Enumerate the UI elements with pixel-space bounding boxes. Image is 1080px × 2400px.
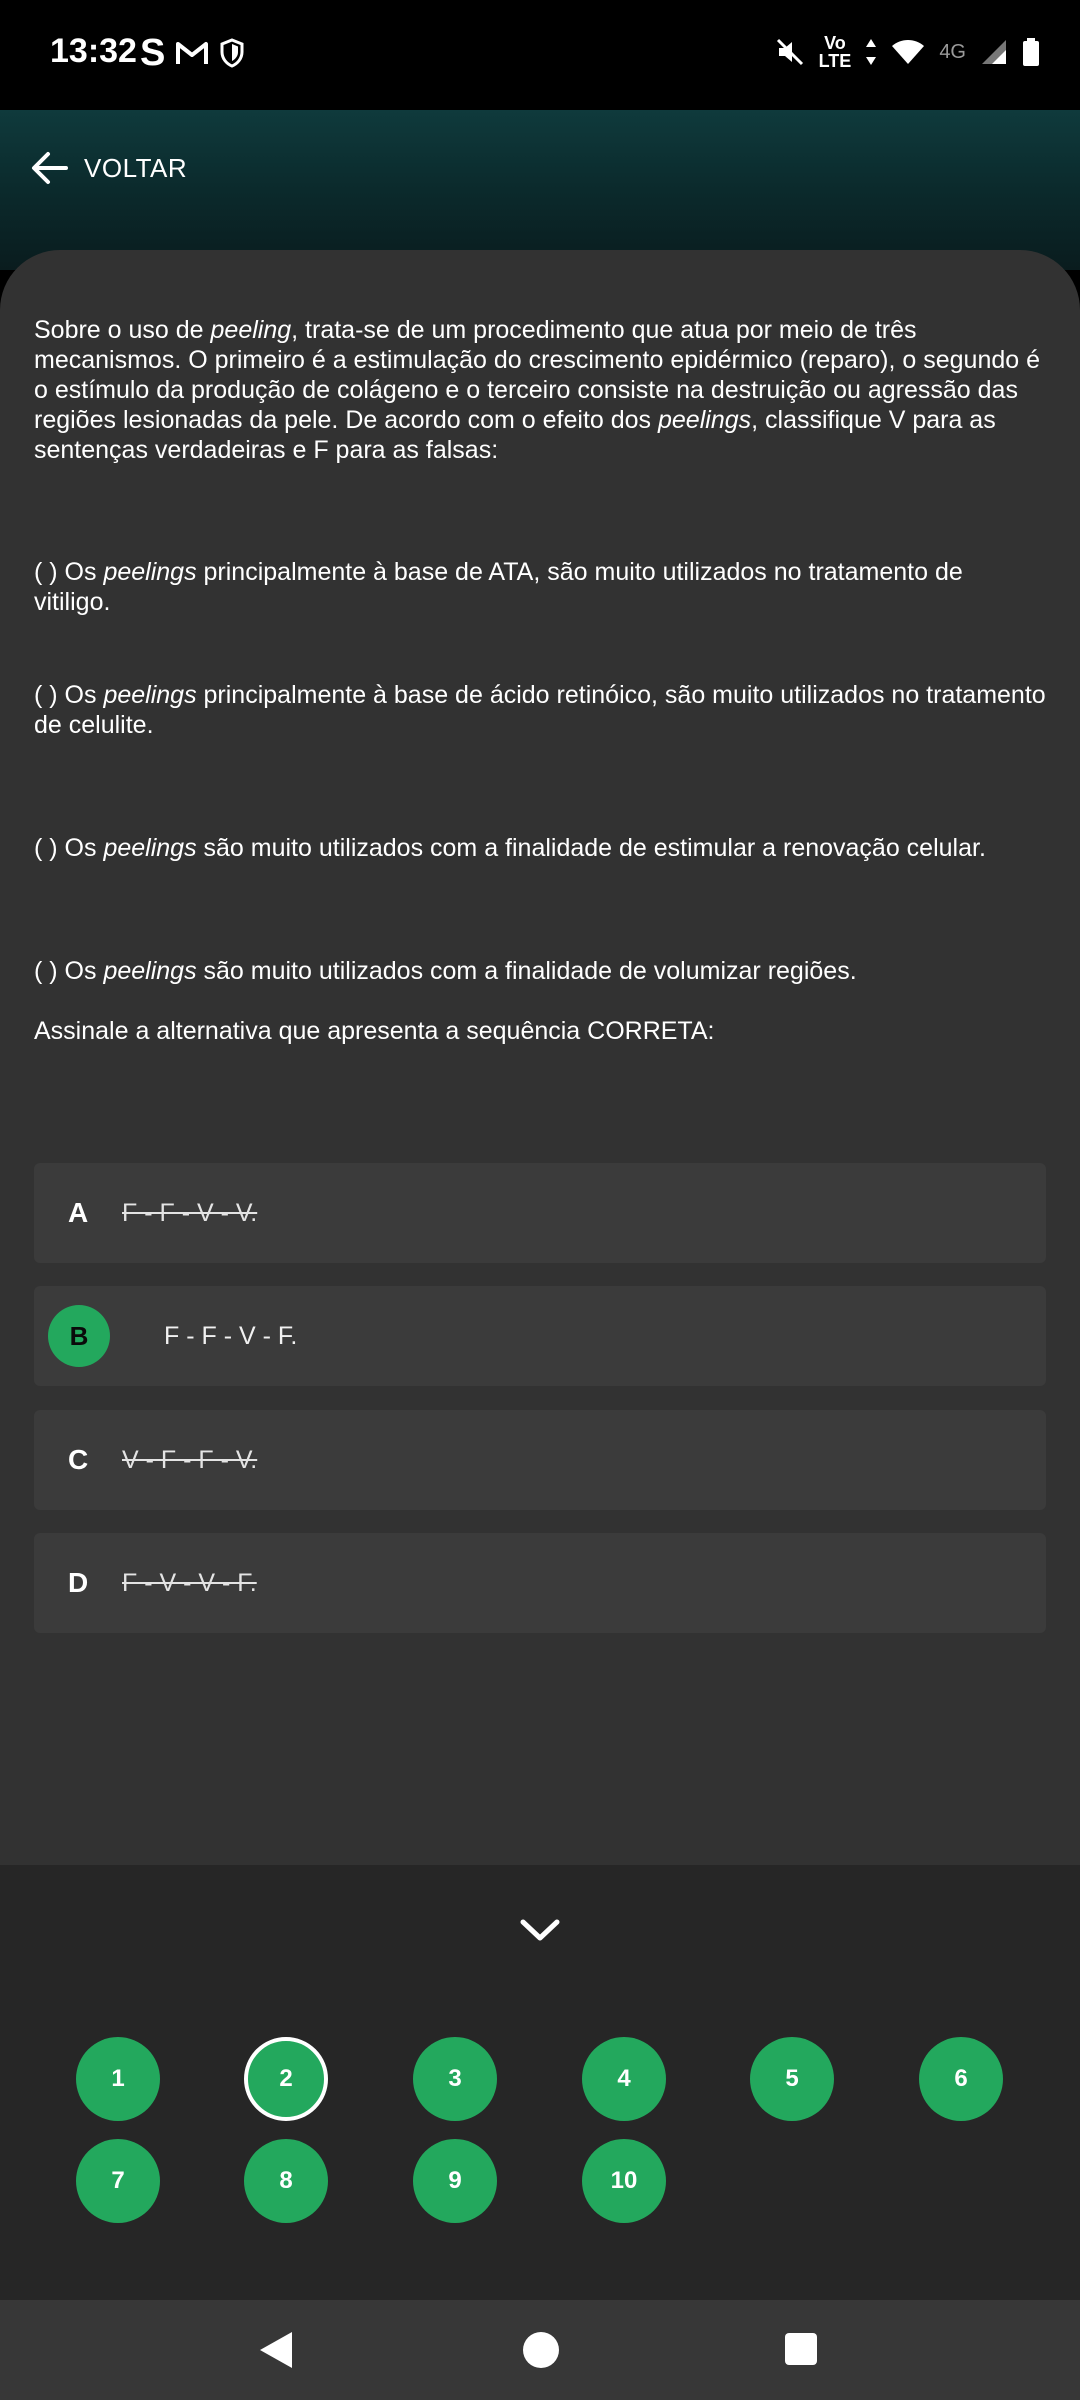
question-button-3[interactable]: 3	[413, 2037, 497, 2121]
statement-3: ( ) Os peelings são muito utilizados com a finalidade de estimular a renovação celular.	[34, 834, 986, 862]
header	[0, 110, 1080, 270]
question-button-9[interactable]: 9	[413, 2139, 497, 2223]
option-text: V - F - F - V.	[122, 1446, 258, 1474]
option-letter-selected: B	[48, 1305, 110, 1367]
volte-icon: Vo LTE	[818, 33, 852, 71]
back-label: VOLTAR	[84, 152, 188, 183]
option-d[interactable]	[34, 1533, 1046, 1633]
wifi-icon	[891, 38, 925, 66]
option-letter: D	[68, 1567, 89, 1598]
question-card	[0, 250, 1080, 1870]
arrow-left-icon	[30, 150, 70, 186]
s-app-icon: S	[140, 32, 166, 74]
question-button-6[interactable]: 6	[919, 2037, 1003, 2121]
option-c[interactable]	[34, 1410, 1046, 1510]
chevron-down-icon[interactable]	[515, 1910, 565, 1950]
question-button-7[interactable]: 7	[76, 2139, 160, 2223]
statement-2: ( ) Os peelings principalmente à base de ácido retinóico, são muito utilizados no tratamento de celulite.	[34, 681, 1046, 739]
option-text: F - F - V - V.	[122, 1199, 258, 1227]
gmail-icon	[175, 39, 209, 67]
question-button-8[interactable]: 8	[244, 2139, 328, 2223]
network-label: 4G	[939, 40, 966, 63]
option-letter: A	[68, 1197, 89, 1228]
status-time: 13:32	[50, 32, 137, 70]
question-intro: Sobre o uso de peeling, trata-se de um procedimento que atua por meio de três mecanismos. O primeiro é a estimulação do crescimento epidérmico (reparo), o segundo é o estímulo da produção de colágeno e o terceiro consiste na destruição ou agressão das regiões lesionadas da pele. De acordo com o efeito dos peelings, classifique V para as sentenças verdadeiras e F para as falsas:	[34, 316, 1041, 464]
option-text: F - V - V - F.	[122, 1569, 257, 1597]
option-letter: C	[68, 1444, 89, 1475]
nav-recents-icon[interactable]	[785, 2333, 817, 2365]
data-arrows-icon	[865, 37, 877, 67]
status-notification-icons	[140, 34, 245, 72]
system-navigation-bar	[0, 2300, 1080, 2400]
option-b[interactable]	[34, 1286, 1046, 1386]
question-button-5[interactable]: 5	[750, 2037, 834, 2121]
option-text: F - F - V - F.	[164, 1322, 298, 1350]
status-bar	[0, 0, 1080, 110]
back-button[interactable]	[30, 150, 187, 186]
mute-icon	[775, 37, 805, 67]
question-button-4[interactable]: 4	[582, 2037, 666, 2121]
signal-icon	[980, 38, 1008, 66]
nav-back-icon[interactable]	[258, 2330, 294, 2370]
question-navigator	[0, 1865, 1080, 2300]
shield-icon	[219, 38, 245, 68]
option-a[interactable]	[34, 1163, 1046, 1263]
statement-4: ( ) Os peelings são muito utilizados com a finalidade de volumizar regiões.	[34, 957, 857, 985]
status-system-icons	[775, 34, 1040, 70]
question-button-1[interactable]: 1	[76, 2037, 160, 2121]
question-instruction: Assinale a alternativa que apresenta a sequência CORRETA:	[34, 1017, 715, 1045]
question-button-10[interactable]: 10	[582, 2139, 666, 2223]
battery-icon	[1022, 37, 1040, 67]
question-button-2-current[interactable]: 2	[244, 2037, 328, 2121]
nav-home-icon[interactable]	[523, 2332, 559, 2368]
statement-1: ( ) Os peelings principalmente à base de ATA, são muito utilizados no tratamento de vitiligo.	[34, 558, 963, 616]
